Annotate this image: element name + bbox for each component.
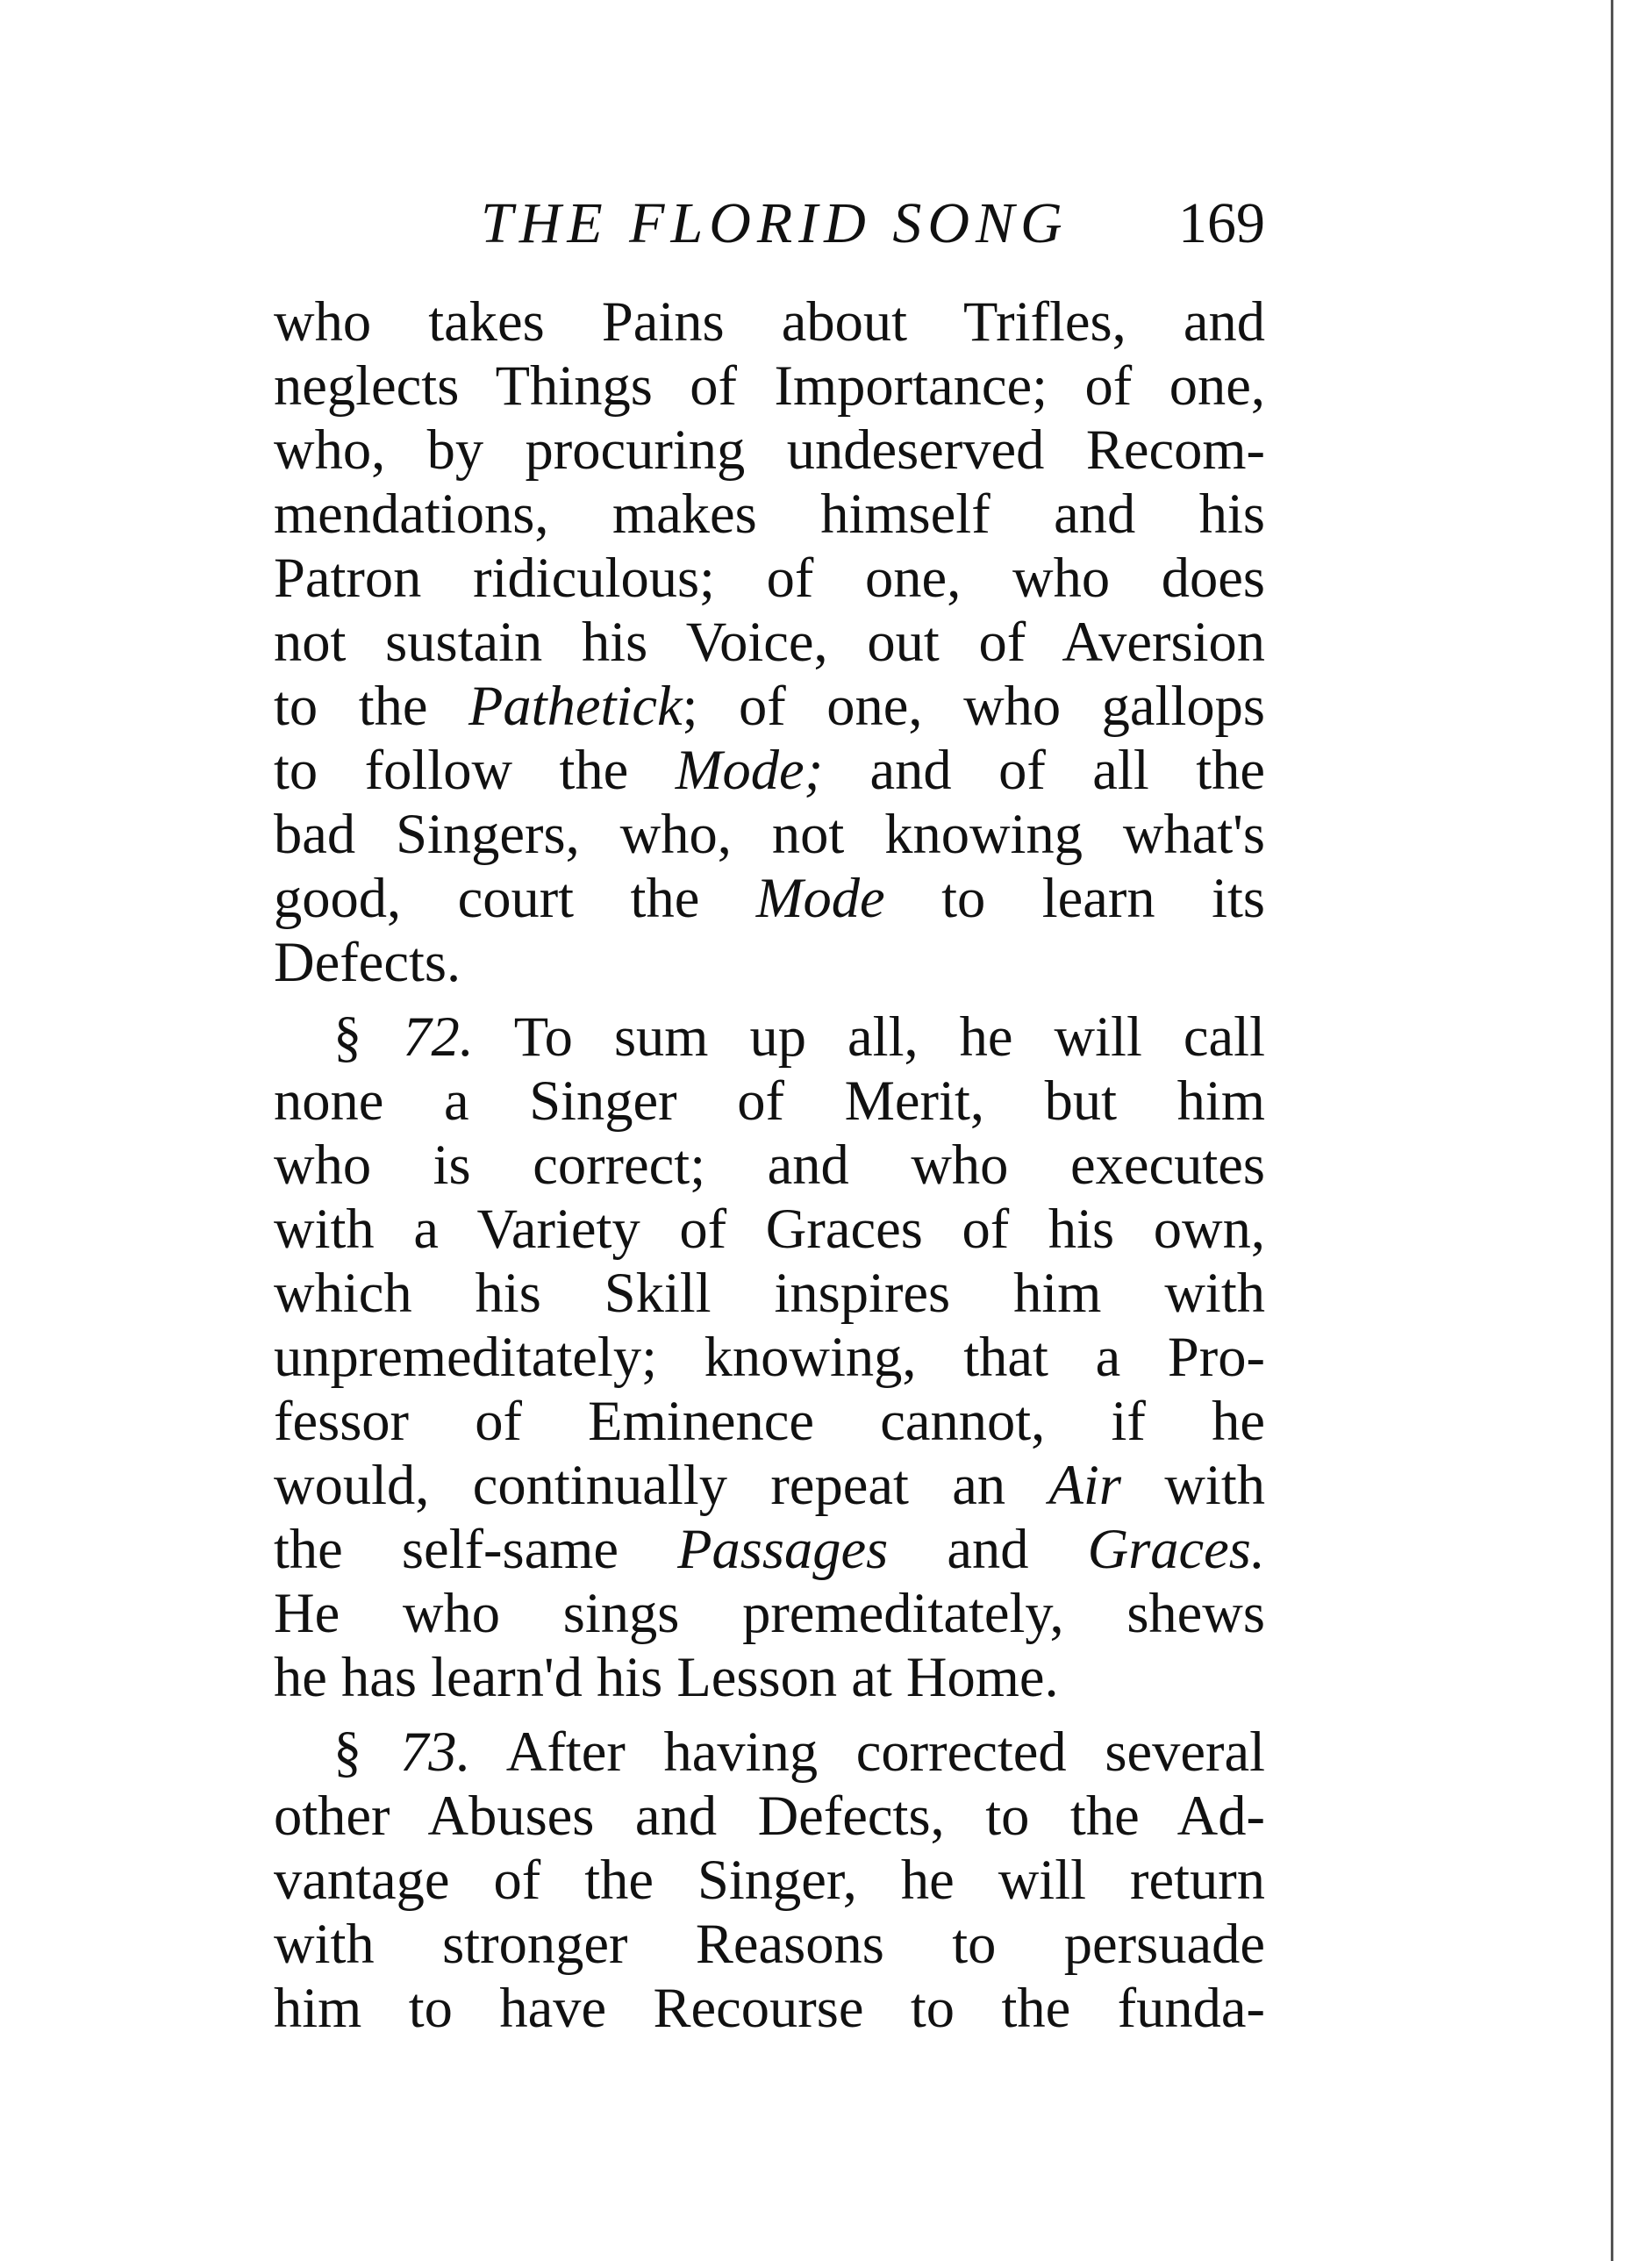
running-title: THE FLORID SONG [481, 191, 1069, 255]
italic-term: Passages [677, 1518, 889, 1580]
text-line: he has learn'd his Lesson at Home. [274, 1646, 1059, 1708]
text-line: mendations, makes himself and his [274, 483, 1265, 545]
text-line [274, 1720, 1265, 1784]
text-line: him to have Recourse to the funda- [274, 1977, 1265, 2039]
italic-term: Mode [755, 867, 885, 929]
page-edge-line [1611, 0, 1613, 2261]
text-run: to learn its [941, 867, 1265, 929]
section-number: 72. [403, 1005, 474, 1068]
text-line [274, 866, 1265, 930]
section-sign: § [333, 1721, 362, 1783]
text-line: neglects Things of Importance; of one, [274, 354, 1265, 417]
text-line: unpremeditately; knowing, that a Pro- [274, 1326, 1265, 1388]
text-line: which his Skill inspires him with [274, 1262, 1265, 1324]
italic-term: Pathetick [468, 675, 683, 737]
text-run: to follow the [274, 739, 629, 801]
text-run: ; of one, who gallops [682, 675, 1265, 737]
section-sign: § [333, 1005, 362, 1068]
text-run: good, court the [274, 867, 700, 929]
paragraph-73 [274, 1720, 1265, 2040]
body-text [274, 290, 1265, 2040]
text-line [274, 674, 1265, 738]
page-number: 169 [1178, 191, 1265, 255]
text-line [274, 1453, 1265, 1517]
text-run: and [947, 1518, 1029, 1580]
text-run: would, continually repeat an [274, 1454, 1006, 1516]
italic-term: Air [1048, 1454, 1121, 1516]
paragraph-1 [274, 290, 1265, 994]
text-run: to the [274, 675, 428, 737]
text-line [274, 1517, 1265, 1581]
text-line: none a Singer of Merit, but him [274, 1070, 1265, 1132]
text-line: bad Singers, who, not knowing what's [274, 803, 1265, 865]
section-number: 73. [399, 1721, 471, 1783]
text-line: other Abuses and Defects, to the Ad- [274, 1785, 1265, 1847]
text-line: with a Variety of Graces of his own, [274, 1198, 1265, 1260]
text-line [274, 738, 1265, 802]
italic-term: Graces. [1087, 1518, 1265, 1580]
text-line: who, by procuring undeserved Recom- [274, 419, 1265, 481]
text-line: Patron ridiculous; of one, who does [274, 547, 1265, 609]
text-line: who is correct; and who executes [274, 1134, 1265, 1196]
page-header [274, 175, 1265, 272]
italic-term: Mode; [675, 739, 824, 801]
text-line [274, 1005, 1265, 1069]
text-run: the self-same [274, 1518, 619, 1580]
text-line: with stronger Reasons to persuade [274, 1913, 1265, 1975]
text-run: After having corrected several [505, 1721, 1265, 1783]
paragraph-72 [274, 1005, 1265, 1709]
text-line: Defects. [274, 931, 461, 993]
text-run: To sum up all, he will call [513, 1005, 1265, 1068]
text-run: and of all the [869, 739, 1265, 801]
text-line: He who sings premeditately, shews [274, 1582, 1265, 1644]
text-line: who takes Pains about Trifles, and [274, 290, 1265, 353]
text-line: vantage of the Singer, he will return [274, 1849, 1265, 1911]
text-run: with [1164, 1454, 1265, 1516]
text-line: fessor of Eminence cannot, if he [274, 1390, 1265, 1452]
text-line: not sustain his Voice, out of Aversion [274, 611, 1265, 673]
